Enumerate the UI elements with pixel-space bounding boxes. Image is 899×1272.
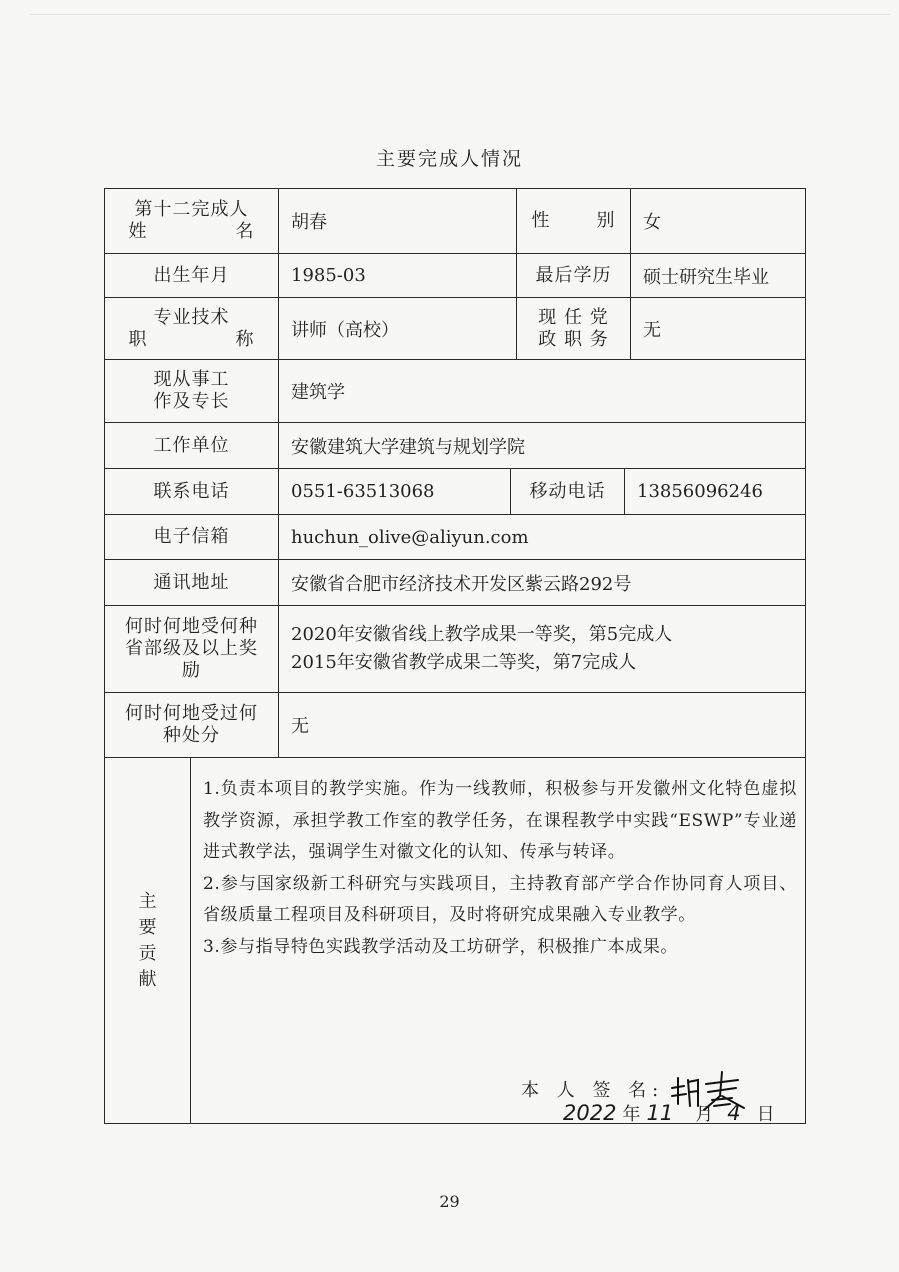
label-rank: 第十二完成人	[134, 199, 249, 220]
date-month-unit: 月	[695, 1104, 714, 1125]
row-contribution	[105, 758, 805, 1123]
label-gender-char-1: 性	[531, 210, 551, 231]
row-phone	[105, 469, 805, 515]
label-awards-line2: 省部级及以上奖	[125, 638, 258, 659]
label-degree: 最后学历	[517, 254, 631, 297]
person-info-table	[104, 188, 806, 1124]
value-unit: 安徽建筑大学建筑与规划学院	[291, 436, 525, 458]
label-rank-name	[105, 189, 279, 253]
label-gender	[517, 189, 631, 253]
label-name	[129, 221, 255, 243]
value-email: huchun_olive@aliyun.com	[291, 526, 529, 548]
row-birth	[105, 254, 805, 298]
date-year-unit: 年	[622, 1104, 641, 1125]
label-party	[517, 298, 631, 359]
value-address: 安徽省合肥市经济技术开发区紫云路292号	[291, 573, 632, 595]
label-contribution-char: 献	[138, 968, 157, 990]
value-mobile: 13856096246	[637, 481, 763, 502]
contribution-text	[191, 758, 805, 1123]
value-degree: 硕士研究生毕业	[643, 266, 769, 288]
label-work-line1: 现从事工	[153, 369, 230, 390]
date-day-unit: 日	[756, 1104, 775, 1125]
value-title: 讲师（高校）	[279, 298, 517, 359]
label-birth: 出生年月	[105, 254, 279, 297]
label-party-line1: 现 任 党	[538, 306, 609, 328]
label-contribution-char: 要	[138, 916, 157, 938]
value-name: 胡春	[279, 189, 517, 253]
label-party-line2: 政 职 务	[538, 328, 609, 350]
label-awards-line3: 励	[182, 660, 201, 681]
label-contribution-char: 主	[138, 890, 157, 912]
label-name-char-1: 姓	[128, 221, 148, 242]
label-awards-line1: 何时何地受何种	[125, 616, 258, 637]
value-work: 建筑学	[291, 382, 345, 403]
label-awards	[105, 606, 279, 692]
value-birth: 1985-03	[279, 254, 517, 297]
value-phone: 0551-63513068	[279, 469, 511, 514]
top-edge-line	[30, 14, 890, 15]
date-month: 11	[646, 1101, 674, 1125]
label-mobile: 移动电话	[511, 469, 625, 514]
label-punishment-line2: 种处分	[163, 725, 220, 746]
label-name-char-2: 名	[235, 221, 255, 242]
label-address: 通讯地址	[105, 560, 279, 605]
label-title	[105, 298, 279, 359]
award-item: 2020年安徽省线上教学成果一等奖，第5完成人	[291, 624, 673, 645]
value-awards	[279, 606, 805, 692]
contribution-item-3: 3.参与指导特色实践教学活动及工坊研学，积极推广本成果。	[203, 936, 679, 957]
value-party: 无	[643, 319, 661, 341]
label-title-line2	[129, 329, 255, 351]
row-punishment	[105, 693, 805, 758]
date-day: 4	[727, 1101, 741, 1125]
page-number: 29	[439, 1192, 460, 1211]
label-gender-char-2: 别	[596, 210, 616, 231]
page-title: 主要完成人情况	[375, 148, 523, 170]
label-work	[105, 360, 279, 422]
row-title	[105, 298, 805, 360]
award-item: 2015年安徽省教学成果二等奖，第7完成人	[291, 652, 637, 673]
label-punishment-line1: 何时何地受过何	[125, 703, 258, 724]
label-phone: 联系电话	[105, 469, 279, 514]
label-punishment	[105, 693, 279, 757]
signature-date	[563, 1098, 775, 1131]
row-unit	[105, 423, 805, 469]
label-unit: 工作单位	[105, 423, 279, 468]
row-name	[105, 189, 805, 254]
label-email: 电子信箱	[105, 515, 279, 559]
label-contribution	[105, 758, 191, 1123]
row-address	[105, 560, 805, 606]
label-title-char-1: 职	[128, 328, 148, 350]
value-punishment: 无	[291, 716, 309, 737]
signature-label: 本 人 签 名:	[521, 1080, 665, 1102]
value-gender: 女	[643, 212, 661, 233]
contribution-item-1: 1.负责本项目的教学实施。作为一线教师，积极参与开发徽州文化特色虚拟教学资源，承担学教工作室的教学任务，在课程教学中实践“ESWP”专业递进式教学法，强调学生对徽文化的认知、传承与转译。	[203, 779, 797, 862]
contribution-item-2: 2.参与国家级新工科研究与实践项目，主持教育部产学合作协同育人项目、省级质量工程项目及科研项目，及时将研究成果融入专业教学。	[203, 873, 797, 925]
label-contribution-char: 贡	[138, 942, 157, 964]
row-awards	[105, 606, 805, 693]
row-email	[105, 515, 805, 560]
label-title-char-2: 称	[235, 328, 255, 350]
label-work-line2: 作及专长	[153, 391, 230, 412]
label-title-line1: 专业技术	[153, 306, 230, 328]
date-year: 2022	[563, 1101, 617, 1125]
row-work	[105, 360, 805, 423]
